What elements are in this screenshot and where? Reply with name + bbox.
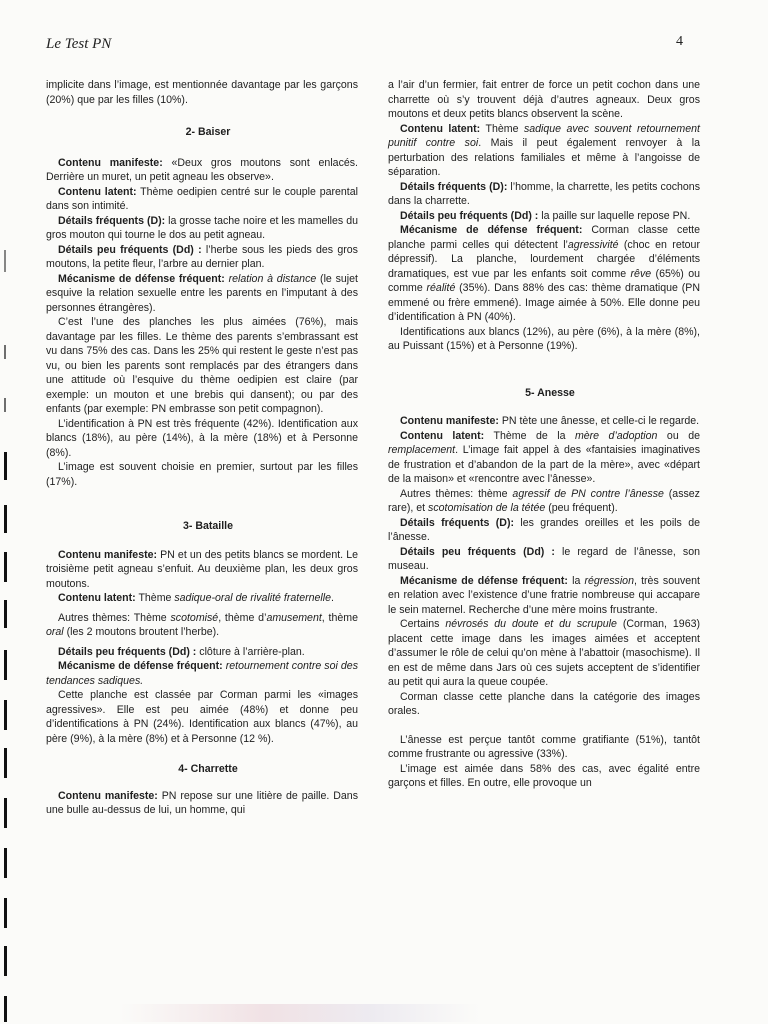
charrette-continuation: a l’air d’un fermier, fait entrer de force un petit cochon dans une charrette où s’y trouvent déjà d’autres agneaux. Deux gros moutons et deux petits blancs observent la scène. (388, 79, 700, 120)
section-title-anesse: 5- Anesse (525, 386, 575, 399)
charrette-identifications: Identifications aux blancs (12%), au père (6%), à la mère (8%), au Puissant (15%) et à Personne (19%). (388, 325, 700, 352)
anesse-autres-themes: Autres thèmes: thème agressif de PN contre l’ânesse (assez rare), et scotomisation de la tétée (peu fréquent). (388, 487, 700, 514)
baiser-contenu-manifeste: Contenu manifeste: «Deux gros moutons sont enlacés. Derrière un muret, un petit agneau les observe». (46, 156, 359, 183)
running-header-title: Le Test PN (46, 36, 112, 52)
bataille-details-peu-frequents: Détails peu fréquents (Dd) : clôture à l’arrière-plan. (58, 645, 305, 658)
binding-mark (4, 345, 6, 359)
binding-mark (4, 700, 7, 730)
anesse-contenu-latent: Contenu latent: Thème de la mère d’adoption ou de remplacement. L’image fait appel à des «fantaisies imaginatives de frustration et d’abandon de la part de la mère», avec «départ de la maison» et «rencontre avec l’ânesse». (388, 429, 700, 485)
binding-mark (4, 505, 7, 533)
intro-paragraph: implicite dans l’image, est mentionnée davantage par les garçons (20%) que par les filles (10%). (46, 79, 358, 106)
binding-mark (4, 848, 7, 878)
left-column (46, 78, 358, 818)
bataille-mecanisme-defense: Mécanisme de défense fréquent: retournement contre soi des tendances sadiques. (46, 660, 358, 687)
baiser-paragraph-3: L’image est souvent choisie en premier, surtout par les filles (17%). (46, 461, 358, 488)
charrette-details-frequents: Détails fréquents (D): l’homme, la charrette, les petits cochons dans la charrette. (388, 180, 700, 207)
scan-smudge (120, 1004, 480, 1022)
binding-mark (4, 898, 7, 928)
binding-mark (4, 398, 6, 412)
binding-mark (4, 798, 7, 828)
binding-mark (4, 250, 6, 272)
charrette-contenu-latent: Contenu latent: Thème sadique avec souvent retournement punitif contre soi. Mais il peut également renvoyer à la perturbation des relations familiales et même à l’angoisse de séparation. (388, 122, 700, 178)
binding-mark (4, 650, 7, 680)
baiser-details-frequents: Détails fréquents (D): la grosse tache noire et les mamelles du gros mouton qui tourne le dos au petit agneau. (46, 214, 358, 241)
right-column (388, 78, 700, 791)
baiser-paragraph-2: L’identification à PN est très fréquente (42%). Identification aux blancs (18%), au père (14%), à la mère (18%) et à Personne (8%). (46, 417, 358, 459)
baiser-contenu-latent: Contenu latent: Thème oedipien centré sur le couple parental dans son intimité. (46, 185, 358, 212)
anesse-contenu-manifeste: Contenu manifeste: PN tète une ânesse, et celle-ci le regarde. (400, 415, 700, 427)
charrette-details-peu-frequents: Détails peu fréquents (Dd) : la paille sur laquelle repose PN. (400, 209, 691, 222)
binding-mark (4, 946, 7, 976)
charrette-mecanisme-defense: Mécanisme de défense fréquent: Corman classe cette planche parmi celles qui détectent l’agressivité (choc en retour dépressif). La planche, lourdement chargée d’éléments dramatiques, est vue par les enfants soit comme rêve (65%) ou comme réalité (35%). Dans 88% des cas: thème dramatique (PN emmené ou frère emmené). Image aimée à 50%. Elle donne peu d’identification à PN (40%). (388, 224, 700, 323)
binding-mark (4, 552, 7, 582)
baiser-paragraph-1: C’est l’une des planches les plus aimées (76%), mais davantage par les filles. Le thème des parents s’embrassant est vu dans 75% des cas. Dans les 25% qui restent le geste n’est pas vu, ou bien les parents sont remplacés par des étrangers dans une attitude où l’esquive du thème oedipien est claire (par exemple: un mouton et une brebis qui dansent); ou par des enfants (par exemple: PN embrasse son petit compagnon). (46, 316, 358, 415)
anesse-aimee-paragraph: L’image est aimée dans 58% des cas, avec égalité entre garçons et filles. En outre, elle provoque un (388, 762, 700, 789)
anesse-percue-paragraph: L’ânesse est perçue tantôt comme gratifiante (51%), tantôt comme frustrante ou agressive (33%). (388, 733, 700, 760)
section-title-baiser: 2- Baiser (185, 126, 231, 138)
bataille-paragraph-1: Cette planche est classée par Corman parmi les «images agressives». Elle est peu aimée (48%) et donne peu d’identifications à PN (24%). Identification aux blancs (47%), au père (9%), à la mère (8%) et à Personne (12 %). (46, 689, 358, 745)
baiser-mecanisme-defense: Mécanisme de défense fréquent: relation à distance (le sujet esquive la relation sexuelle entre les parents en l’imputant à des personnes étrangères). (46, 272, 358, 314)
anesse-details-peu-frequents: Détails peu fréquents (Dd) : le regard de l’ânesse, son museau. (388, 545, 700, 572)
bataille-autres-themes: Autres thèmes: Thème scotomisé, thème d’amusement, thème oral (les 2 moutons broutent l’herbe). (46, 611, 358, 638)
binding-mark (4, 600, 7, 628)
bataille-contenu-manifeste: Contenu manifeste: PN et un des petits blancs se mordent. Le troisième petit agneau s’enfuit. Au deuxième plan, les deux gros moutons. (46, 548, 358, 590)
charrette-contenu-manifeste: Contenu manifeste: PN repose sur une litière de paille. Dans une bulle au-dessus de lui, un homme, qui (46, 789, 358, 816)
anesse-mecanisme-defense: Mécanisme de défense fréquent: la régression, très souvent en relation avec l’existence d’une fratrie nombreuse qui accapare le sein maternel. Recherche d’une mère moins frustrante. (388, 574, 701, 616)
page-number: 4 (676, 34, 683, 49)
anesse-corman-paragraph: Corman classe cette planche dans la catégorie des images orales. (388, 690, 700, 717)
anesse-certains-paragraph: Certains névrosés du doute et du scrupule (Corman, 1963) placent cette image dans les images aimées et acceptent d’assumer le rôle de celui qu’on mène à l’abattoir (masochisme). Il en est de même dans Jars où ces sujets acceptent de s’identifier au petit qui aura la queue coupée. (388, 618, 701, 688)
anesse-details-frequents: Détails fréquents (D): les grandes oreilles et les poils de l’ânesse. (388, 516, 700, 543)
binding-mark (4, 996, 7, 1022)
binding-mark (4, 452, 7, 480)
section-title-bataille: 3- Bataille (182, 520, 234, 532)
binding-mark (4, 748, 7, 778)
baiser-details-peu-frequents: Détails peu fréquents (Dd) : l’herbe sous les pieds des gros moutons, la petite fleur, l’arbre au dernier plan. (46, 243, 358, 270)
section-title-charrette: 4- Charrette (178, 763, 238, 775)
bataille-contenu-latent: Contenu latent: Thème sadique-oral de rivalité fraternelle. (58, 592, 334, 604)
